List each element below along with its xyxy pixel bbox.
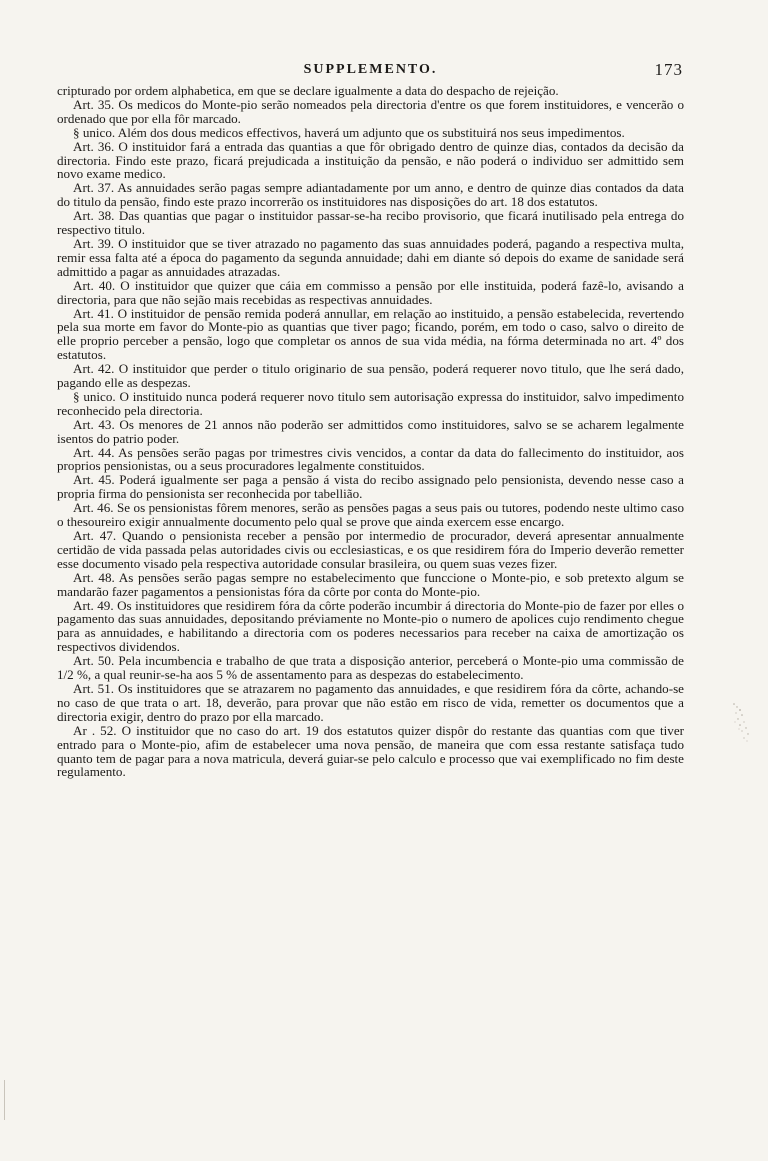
article-49: Art. 49. Os instituidores que residirem fóra da côrte poderão incumbir á directoria do Monte-pio de fazer por elles o pagamento das suas annuidades, depositando préviamente no Monte-pio o numero de apolices cujo rendimento chegue para as annuidades, e habilitando a directoria com os poderes necessarios para receber na caixa de amortização os respectivos dividendos.	[57, 597, 684, 655]
article-35-sole-paragraph: § unico. Além dos dous medicos effectivos, haverá um adjunto que os substituirá nos seus impedimentos.	[73, 124, 625, 140]
page-header	[58, 62, 683, 82]
page-number: 173	[654, 60, 683, 79]
article-45: Art. 45. Poderá igualmente ser paga a pensão á vista do recibo assignado pelo pensionista, devendo nesse caso a propria firma do pensionista ser reconhecida por tabellião.	[57, 472, 684, 502]
article-37: Art. 37. As annuidades serão pagas sempre adiantadamente por um anno, e dentro de quinze dias contados da data do titulo da pensão, findo este prazo incorrerão os instituidores nas disposições do art. 18 dos estatutos.	[57, 180, 684, 210]
page-edge-mark	[4, 1080, 5, 1120]
article-40: Art. 40. O instituidor que quizer que cáia em commisso a pensão por elle instituida, poderá fazê-lo, avisando a directoria, para que não sejão mais recebidas as respectivas annuidades.	[57, 277, 684, 307]
smudge-mark	[728, 700, 752, 748]
article-47: Art. 47. Quando o pensionista receber a pensão por intermedio de procurador, deverá apresentar annualmente certidão de vida passada pelas autoridades civis ou ecclesiasticas, e os que residirem fóra do Imperio deverão remetter esse documento visado pela respectiva autoridade consular brasileira, ou quem suas vezes fizer.	[57, 528, 684, 571]
article-48: Art. 48. As pensões serão pagas sempre no estabelecimento que funccione o Monte-pio, e sob pretexto algum se mandarão fazer pagamentos a pensionistas fóra da côrte por conta do Monte-pio.	[57, 569, 684, 599]
article-39: Art. 39. O instituidor que se tiver atrazado no pagamento das suas annuidades poderá, pagando a respectiva multa, remir essa falta até a época do pagamento da segunda annuidade; dahi em diante só depois do exame de sanidade será admittido a pagar as annuidades atrazadas.	[57, 235, 684, 279]
article-46: Art. 46. Se os pensionistas fôrem menores, serão as pensões pagas a seus pais ou tutores, podendo neste ultimo caso o thesoureiro exigir annualmente documento pelo qual se prove que ainda exercem esse encargo.	[57, 500, 684, 530]
article-50: Art. 50. Pela incumbencia e trabalho de que trata a disposição anterior, perceberá o Monte-pio uma commissão de 1/2 %, a qual reunir-se-ha aos 5 % de assentamento para as despezas do estabelecimento.	[57, 653, 684, 683]
margin-ink-smudge	[728, 700, 752, 748]
article-36: Art. 36. O instituidor fará a entrada das quantias a que fôr obrigado dentro de quinze dias, contados da decisão da directoria. Findo este prazo, ficará prejudicada a instituição da pensão, e não poderá o individuo ser admittido sem novo exame medico.	[57, 138, 684, 182]
article-44: Art. 44. As pensões serão pagas por trimestres civis vencidos, a contar da data do fallecimento do instituidor, aos proprios pensionistas, ou a seus procuradores legalmente constituidos.	[57, 444, 684, 474]
article-43: Art. 43. Os menores de 21 annos não poderão ser admittidos como instituidores, salvo se se acharem legalmente isentos do patrio poder.	[57, 416, 684, 446]
article-42: Art. 42. O instituidor que perder o titulo originario de sua pensão, poderá requerer novo titulo, que lhe será dado, pagando elle as despezas.	[57, 361, 684, 391]
article-35: Art. 35. Os medicos do Monte-pio serão nomeados pela directoria d'entre os que forem instituidores, e vencerão o ordenado que por ella fôr marcado.	[57, 96, 684, 126]
article-51: Art. 51. Os instituidores que se atrazarem no pagamento das annuidades, e que residirem fóra da côrte, achando-se no caso de que trata o art. 18, deverão, para provar que não estão em risco de vida, remetter os documentos que a directoria exigir, dentro do prazo por ella marcado.	[57, 680, 684, 724]
paragraph-continued: cripturado por ordem alphabetica, em que se declare igualmente a data do despacho de rejeição.	[57, 83, 559, 98]
article-42-sole-paragraph: § unico. O instituido nunca poderá requerer novo titulo sem autorisação expressa do instituidor, salvo impedimento reconhecido pela directoria.	[57, 388, 684, 418]
article-52: Ar . 52. O instituidor que no caso do art. 19 dos estatutos quizer dispôr do restante das quantias com que tiver entrado para o Monte-pio, afim de estabelecer uma nova pensão, de maneira que com essa restante satisfaça tudo quanto tem de pagar para a nova matricula, deverá guiar-se pelo calculo e processo que vai exemplificado no fim deste regulamento.	[57, 722, 684, 780]
running-head: SUPPLEMENTO.	[303, 62, 438, 77]
article-41: Art. 41. O instituidor de pensão remida poderá annullar, em relação ao instituido, a pensão estabelecida, revertendo pela sua morte em favor do Monte-pio as quantias que tiver pago; ficando, porém, em todo o caso, salvo o direito de elle proprio perceber a pensão, logo que completar os annos de sua vida média, na fórma determinada no art. 4º dos estatutos.	[57, 305, 684, 363]
article-38: Art. 38. Das quantias que pagar o instituidor passar-se-ha recibo provisorio, que ficará inutilisado pela entrega do respectivo titulo.	[57, 208, 684, 238]
body-text	[57, 84, 684, 779]
